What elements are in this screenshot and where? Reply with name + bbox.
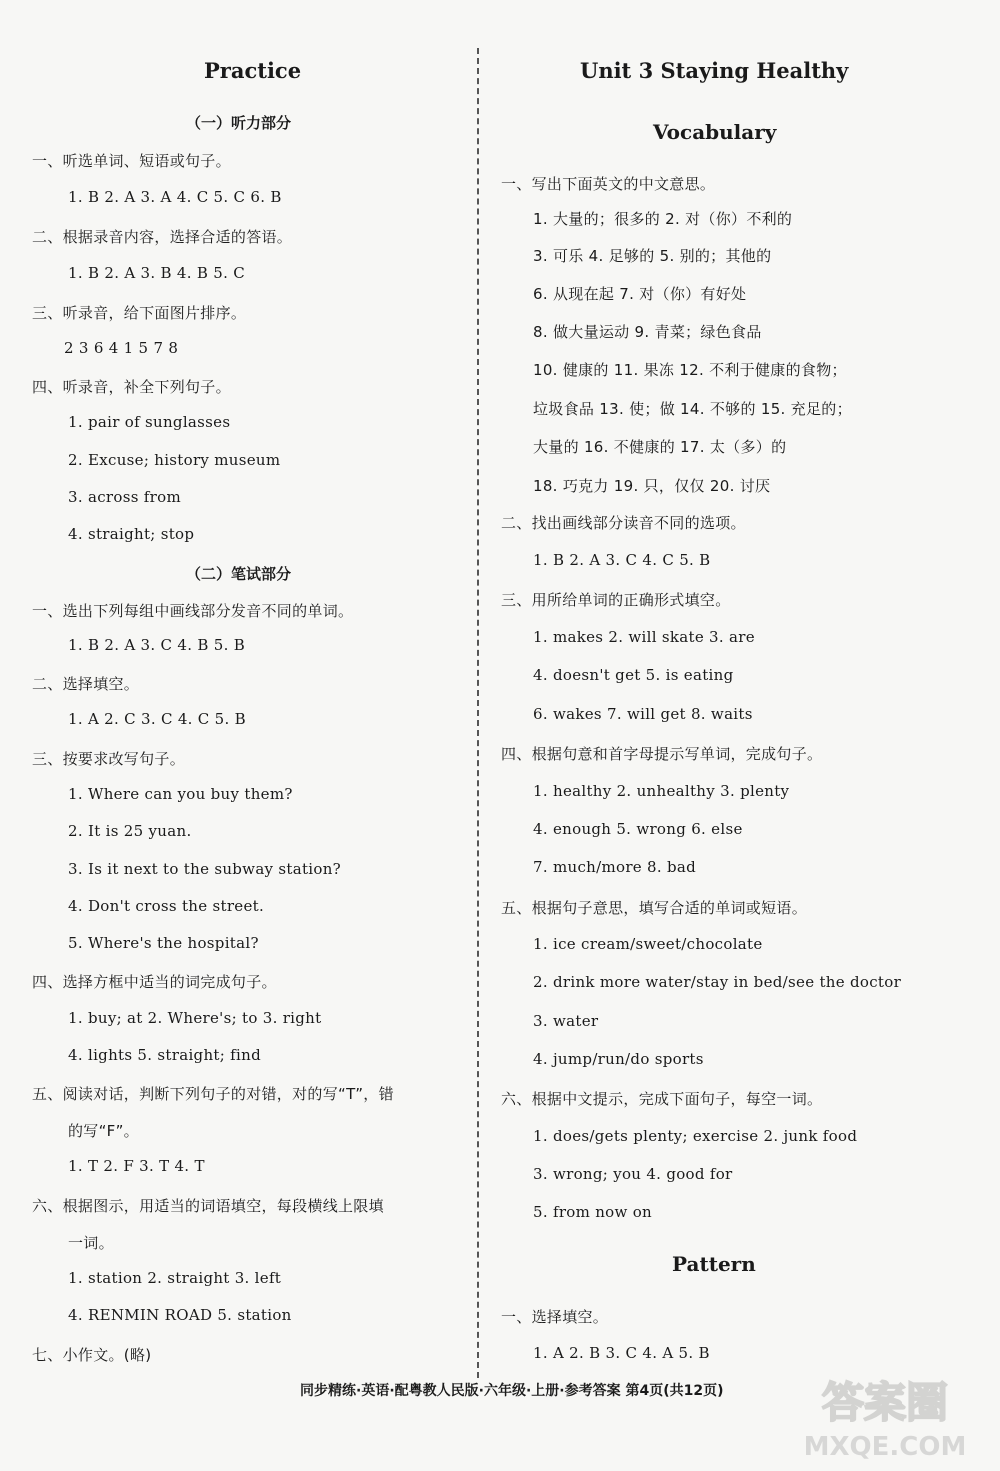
answer-line: 1. ice cream/sweet/chocolate [533,935,763,953]
watermark-url: MXQE.COM [803,1432,967,1462]
question-heading-continued: 的写“F”。 [68,1122,139,1140]
answer-line: 1. healthy 2. unhealthy 3. plenty [533,782,790,800]
answer-line: 1. makes 2. will skate 3. are [533,628,755,646]
answer-line: 8. 做大量运动 9. 青菜；绿色食品 [533,323,762,341]
answer-line: 垃圾食品 13. 使；做 14. 不够的 15. 充足的； [533,400,852,418]
answer-line: 1. A 2. B 3. C 4. A 5. B [533,1344,710,1362]
answer-line: 18. 巧克力 19. 只，仅仅 20. 讨厌 [533,477,771,495]
answer-line: 3. wrong; you 4. good for [533,1165,733,1183]
question-heading: 一、选择填空。 [501,1308,609,1326]
question-heading: 五、根据句子意思，填写合适的单词或短语。 [501,899,808,917]
question-heading: 三、按要求改写句子。 [32,750,186,768]
answer-line: 1. T 2. F 3. T 4. T [68,1157,205,1175]
answer-line: 大量的 16. 不健康的 17. 太（多）的 [533,438,787,456]
question-heading: 二、选择填空。 [32,675,140,693]
answer-line: 1. Where can you buy them? [68,785,293,803]
question-heading: 三、听录音，给下面图片排序。 [32,304,247,322]
answer-line: 1. 大量的；很多的 2. 对（你）不利的 [533,210,793,228]
answer-line: 1. B 2. A 3. C 4. C 5. B [533,551,711,569]
answer-line: 1. buy; at 2. Where's; to 3. right [68,1009,322,1027]
answer-line: 2. Excuse; history museum [68,451,281,469]
answer-line: 4. Don't cross the street. [68,897,265,915]
page-footer: 同步精练·英语·配粤教人民版·六年级·上册·参考答案 第4页(共12页) [300,1383,724,1399]
section-title-practice: Practice [204,58,302,83]
answer-line: 1. A 2. C 3. C 4. C 5. B [68,710,246,728]
question-heading: 五、阅读对话，判断下列句子的对错，对的写“T”，错 [32,1085,394,1103]
watermark-text: 答案圈 [821,1378,949,1427]
answer-line: 5. Where's the hospital? [68,934,259,952]
answer-line: 4. straight; stop [68,525,195,543]
subtitle-written: （二）笔试部分 [186,565,292,583]
answer-line: 5. from now on [533,1203,653,1221]
answer-line: 1. B 2. A 3. C 4. B 5. B [68,636,246,654]
answer-line: 2. drink more water/stay in bed/see the doctor [533,973,902,991]
section-title-vocabulary: Vocabulary [653,120,777,144]
answer-line: 4. jump/run/do sports [533,1050,704,1068]
question-heading: 二、找出画线部分读音不同的选项。 [501,514,746,532]
answer-line: 1. B 2. A 3. B 4. B 5. C [68,264,246,282]
section-title-pattern: Pattern [672,1252,756,1276]
question-heading-continued: 一词。 [68,1234,114,1252]
answer-line: 3. Is it next to the subway station? [68,860,342,878]
answer-line: 3. water [533,1012,599,1030]
question-heading: 四、根据句意和首字母提示写单词，完成句子。 [501,745,823,763]
answer-line: 6. wakes 7. will get 8. waits [533,705,753,723]
answer-line: 1. pair of sunglasses [68,413,231,431]
answer-line: 1. does/gets plenty; exercise 2. junk food [533,1127,858,1145]
answer-line: 4. lights 5. straight; find [68,1046,261,1064]
answer-line: 1. B 2. A 3. A 4. C 5. C 6. B [68,188,282,206]
answer-line: 7. much/more 8. bad [533,858,697,876]
question-heading: 四、选择方框中适当的词完成句子。 [32,973,277,991]
answer-line: 6. 从现在起 7. 对（你）有好处 [533,285,747,303]
answer-line: 4. enough 5. wrong 6. else [533,820,743,838]
answer-line: 4. RENMIN ROAD 5. station [68,1306,292,1324]
question-heading: 三、用所给单词的正确形式填空。 [501,591,731,609]
question-heading: 一、听选单词、短语或句子。 [32,152,231,170]
answer-line: 3. across from [68,488,181,506]
watermark-logo [780,1365,990,1465]
answer-line: 2. It is 25 yuan. [68,822,192,840]
answer-line: 4. doesn't get 5. is eating [533,666,734,684]
unit-title: Unit 3 Staying Healthy [580,58,849,83]
answer-line: 2 3 6 4 1 5 7 8 [64,339,179,357]
question-heading: 一、选出下列每组中画线部分发音不同的单词。 [32,602,354,620]
question-heading: 一、写出下面英文的中文意思。 [501,175,716,193]
subtitle-listening: （一）听力部分 [186,114,292,132]
answer-line: 10. 健康的 11. 果冻 12. 不利于健康的食物； [533,361,847,379]
question-heading: 六、根据图示，用适当的词语填空，每段横线上限填 [32,1197,384,1215]
question-heading: 二、根据录音内容，选择合适的答语。 [32,228,293,246]
answer-line: 1. station 2. straight 3. left [68,1269,282,1287]
question-heading: 六、根据中文提示，完成下面句子，每空一词。 [501,1090,823,1108]
question-heading: 七、小作文。(略) [32,1346,152,1364]
answer-line: 3. 可乐 4. 足够的 5. 别的；其他的 [533,247,772,265]
column-divider [477,48,479,1378]
question-heading: 四、听录音，补全下列句子。 [32,378,231,396]
